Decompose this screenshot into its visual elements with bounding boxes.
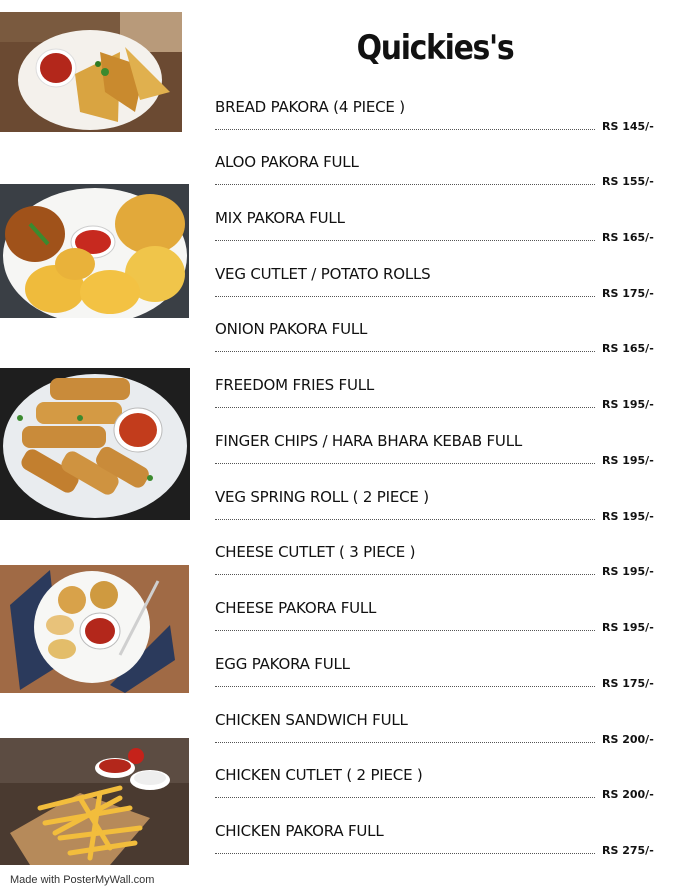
dot-leader bbox=[215, 184, 595, 185]
dot-leader bbox=[215, 853, 595, 854]
menu-item bbox=[215, 265, 655, 319]
menu-title: Quickies's bbox=[356, 28, 514, 68]
item-name: CHEESE PAKORA FULL bbox=[215, 599, 377, 617]
item-price: RS 275/- bbox=[602, 844, 654, 857]
item-price: RS 195/- bbox=[602, 454, 654, 467]
menu-item bbox=[215, 822, 655, 876]
dot-leader bbox=[215, 296, 595, 297]
item-name: CHEESE CUTLET ( 3 PIECE ) bbox=[215, 543, 416, 561]
item-name: CHICKEN PAKORA FULL bbox=[215, 822, 384, 840]
dot-leader bbox=[215, 742, 595, 743]
dot-leader bbox=[215, 630, 595, 631]
dot-leader bbox=[215, 574, 595, 575]
dot-leader bbox=[215, 407, 595, 408]
cheese-cutlet-photo bbox=[0, 565, 189, 693]
menu-item bbox=[215, 153, 655, 207]
dot-leader bbox=[215, 686, 595, 687]
dot-leader bbox=[215, 519, 595, 520]
menu-item bbox=[215, 543, 655, 597]
dot-leader bbox=[215, 351, 595, 352]
dot-leader bbox=[215, 240, 595, 241]
menu-item bbox=[215, 376, 655, 430]
menu-item bbox=[215, 655, 655, 709]
menu-item bbox=[215, 711, 655, 765]
item-price: RS 175/- bbox=[602, 677, 654, 690]
menu-item bbox=[215, 209, 655, 263]
item-name: CHICKEN SANDWICH FULL bbox=[215, 711, 408, 729]
item-name: ONION PAKORA FULL bbox=[215, 320, 368, 338]
item-name: VEG SPRING ROLL ( 2 PIECE ) bbox=[215, 488, 429, 506]
item-price: RS 200/- bbox=[602, 788, 654, 801]
item-name: ALOO PAKORA FULL bbox=[215, 153, 359, 171]
item-price: RS 165/- bbox=[602, 342, 654, 355]
bread-pakora-photo bbox=[0, 12, 182, 132]
item-name: CHICKEN CUTLET ( 2 PIECE ) bbox=[215, 766, 423, 784]
menu-item bbox=[215, 432, 655, 486]
french-fries-photo bbox=[0, 738, 189, 865]
item-name: FINGER CHIPS / HARA BHARA KEBAB FULL bbox=[215, 432, 523, 450]
menu-item bbox=[215, 599, 655, 653]
item-name: EGG PAKORA FULL bbox=[215, 655, 350, 673]
item-price: RS 195/- bbox=[602, 565, 654, 578]
item-price: RS 155/- bbox=[602, 175, 654, 188]
dot-leader bbox=[215, 797, 595, 798]
spring-roll-photo bbox=[0, 368, 190, 520]
item-name: MIX PAKORA FULL bbox=[215, 209, 345, 227]
item-price: RS 195/- bbox=[602, 621, 654, 634]
item-name: FREEDOM FRIES FULL bbox=[215, 376, 375, 394]
item-price: RS 195/- bbox=[602, 398, 654, 411]
aloo-pakora-photo bbox=[0, 184, 189, 318]
item-name: VEG CUTLET / POTATO ROLLS bbox=[215, 265, 431, 283]
dot-leader bbox=[215, 463, 595, 464]
item-price: RS 145/- bbox=[602, 120, 654, 133]
item-price: RS 200/- bbox=[602, 733, 654, 746]
item-price: RS 175/- bbox=[602, 287, 654, 300]
menu-item bbox=[215, 98, 655, 152]
menu-item bbox=[215, 320, 655, 374]
menu-item bbox=[215, 488, 655, 542]
item-name: BREAD PAKORA (4 PIECE ) bbox=[215, 98, 405, 116]
item-price: RS 165/- bbox=[602, 231, 654, 244]
dot-leader bbox=[215, 129, 595, 130]
menu-item bbox=[215, 766, 655, 820]
item-price: RS 195/- bbox=[602, 510, 654, 523]
footer-credit: Made with PosterMyWall.com bbox=[10, 874, 155, 886]
